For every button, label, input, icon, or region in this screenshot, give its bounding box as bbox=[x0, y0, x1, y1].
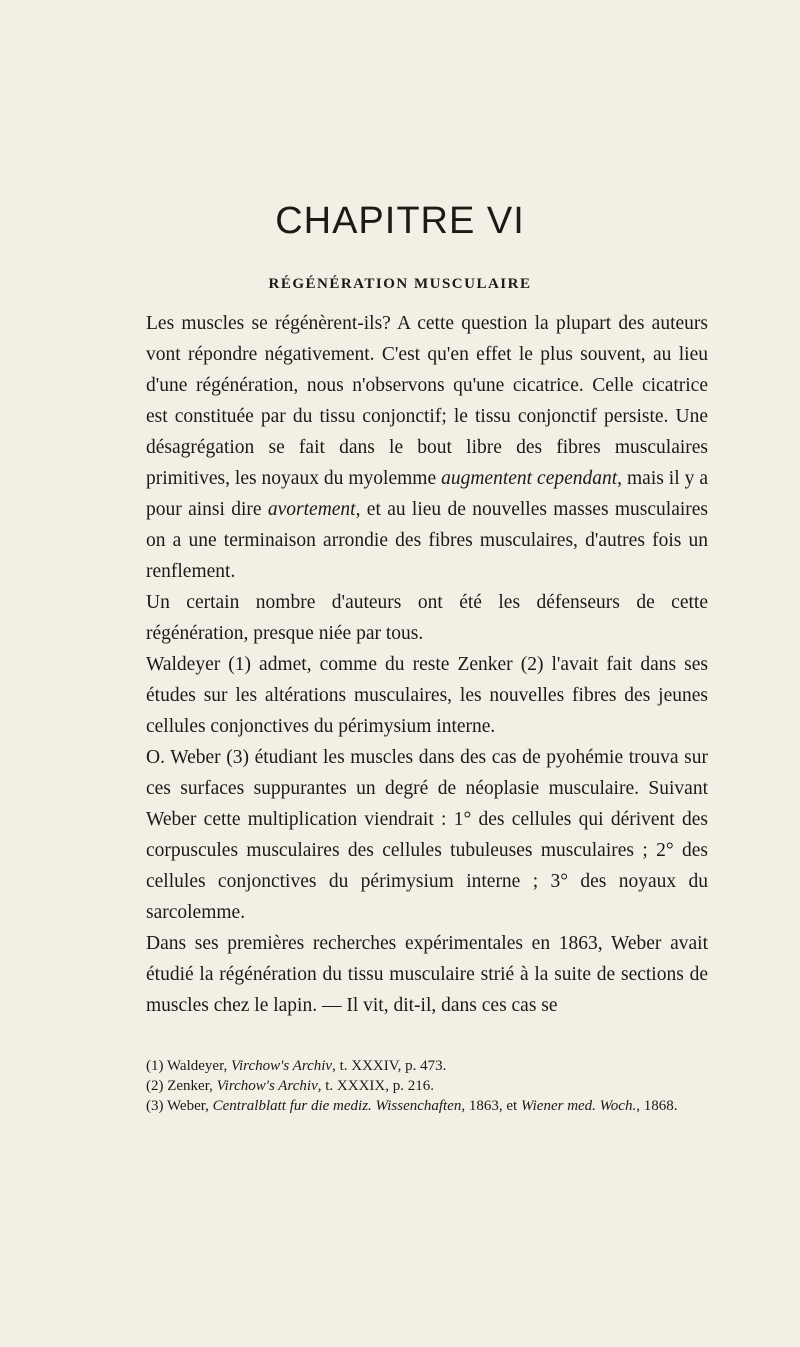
footnote-segment: (1) Waldeyer, bbox=[146, 1058, 231, 1074]
footnote-segment: Virchow's Archiv bbox=[230, 1058, 333, 1074]
paragraph-4 bbox=[146, 742, 708, 928]
footnote-segment: Centralblatt fur die mediz. Wissenchaften bbox=[212, 1098, 462, 1114]
paragraph-1 bbox=[146, 308, 708, 587]
footnote-3 bbox=[146, 1096, 708, 1116]
footnote-segment: Virchow's Archiv bbox=[216, 1078, 318, 1094]
footnote-1 bbox=[146, 1056, 708, 1076]
paragraph-segment: Un certain nombre d'auteurs ont été les défenseurs de cette régénération, presque niée par tous. bbox=[146, 592, 708, 644]
footnote-segment: , 1863, et bbox=[461, 1098, 521, 1114]
paragraph-segment: Waldeyer (1) admet, comme du reste Zenker (2) l'avait fait dans ses études sur les altérations musculaires, les nouvelles fibres des jeunes cellules conjonctives du périmysium interne. bbox=[146, 654, 708, 737]
paragraph-2 bbox=[146, 587, 708, 649]
paragraph-segment: Dans ses premières recherches expérimentales en 1863, Weber avait étudié la régénération du tissu musculaire strié à la suite de sections de muscles chez le lapin. — Il vit, dit-il, dans ces cas se bbox=[146, 933, 708, 1016]
chapter-title: CHAPITRE VI bbox=[275, 200, 525, 242]
body-text bbox=[146, 308, 708, 1021]
footnote-segment: (2) Zenker, bbox=[146, 1078, 217, 1094]
footnote-segment: Wiener med. Woch. bbox=[520, 1098, 637, 1114]
footnote-2 bbox=[146, 1076, 708, 1096]
paragraph-segment: avortement bbox=[267, 499, 356, 520]
paragraph-segment: O. Weber (3) étudiant les muscles dans des cas de pyohémie trouva sur ces surfaces suppurantes un degré de néoplasie musculaire. Suivant Weber cette multiplication viendrait : 1° des cellules qui dérivent des corpuscules musculaires des cellules tubuleuses musculaires ; 2° des cellules conjonctives du périmysium interne ; 3° des noyaux du sarcolemme. bbox=[146, 747, 708, 923]
footnote-segment: (3) Weber, bbox=[146, 1098, 213, 1114]
paragraph-5 bbox=[146, 928, 708, 1021]
section-title: RÉGÉNÉRATION MUSCULAIRE bbox=[268, 276, 532, 292]
paragraph-segment: , et au lieu de nouvelles masses musculaires on a une terminaison arrondie des fibres musculaires, d'autres fois un renflement. bbox=[146, 499, 708, 582]
paragraph-segment: Les muscles se régénèrent-ils? A cette question la plupart des auteurs vont répondre négativement. C'est qu'en effet le plus souvent, au lieu d'une régénération, nous n'observons qu'une cicatrice. Celle cicatrice est constituée par du tissu conjonctif; le tissu conjonctif persiste. Une désagrégation se fait dans le bout libre des fibres musculaires primitives, les noyaux du myolemme bbox=[146, 313, 708, 489]
footnote-segment: , 1868. bbox=[636, 1098, 678, 1114]
footnote-segment: , t. XXXIV, p. 473. bbox=[332, 1058, 447, 1074]
paragraph-3 bbox=[146, 649, 708, 742]
footnotes bbox=[146, 1056, 708, 1116]
paragraph-segment: augmentent cependant bbox=[441, 468, 618, 489]
footnote-segment: , t. XXXIX, p. 216. bbox=[317, 1078, 434, 1094]
paragraph-segment: , mais il y a pour ainsi dire bbox=[146, 468, 708, 520]
